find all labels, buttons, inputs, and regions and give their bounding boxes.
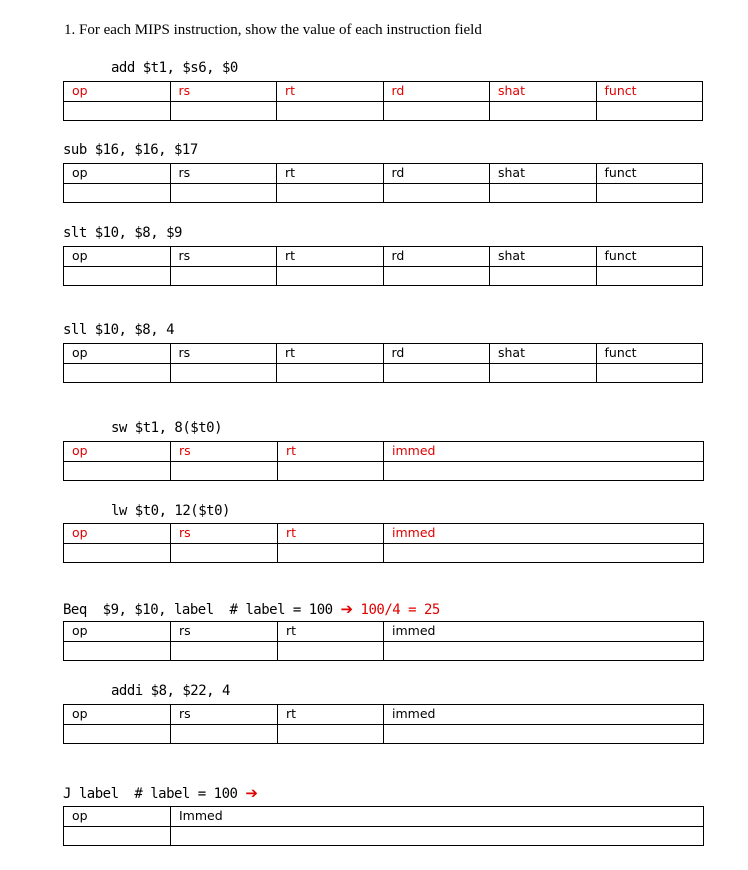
beq-text: Beq $9, $10, label # label = 100 [63,602,341,618]
field-immed: Immed [171,807,704,827]
value-rt[interactable] [277,364,384,383]
i-format-table-addi [63,704,704,744]
value-rd[interactable] [383,364,490,383]
field-funct: funct [596,82,703,102]
field-rd: rd [383,82,490,102]
value-rt[interactable] [278,544,384,563]
instruction-slt: slt $10, $8, $9 [63,225,182,241]
field-rs: rs [171,524,278,544]
page-title: 1. For each MIPS instruction, show the value of each instruction field [64,22,482,38]
value-immed[interactable] [384,544,704,563]
field-shat: shat [490,82,597,102]
value-op[interactable] [64,462,171,481]
arrow-right-icon: ➔ [245,784,258,802]
instruction-j [63,784,257,802]
i-format-table-beq [63,621,704,661]
field-op: op [64,247,171,267]
value-rs[interactable] [171,462,278,481]
value-funct[interactable] [596,364,703,383]
field-rd: rd [383,247,490,267]
field-op: op [64,442,171,462]
value-funct[interactable] [596,267,703,286]
field-rs: rs [170,82,277,102]
field-rt: rt [277,82,384,102]
i-format-table-sw [63,441,704,481]
field-op: op [64,807,171,827]
value-rs[interactable] [170,267,277,286]
field-rs: rs [171,622,278,642]
value-shat[interactable] [490,267,597,286]
value-shat[interactable] [490,102,597,121]
field-rs: rs [171,442,278,462]
field-op: op [64,164,171,184]
field-funct: funct [596,247,703,267]
j-text: J label # label = 100 [63,786,246,802]
value-op[interactable] [64,102,171,121]
value-immed[interactable] [384,462,704,481]
field-rt: rt [277,164,384,184]
field-rt: rt [278,622,384,642]
value-rs[interactable] [171,642,278,661]
instruction-lw: lw $t0, 12($t0) [111,503,230,519]
r-format-table-sll [63,343,703,383]
value-rs[interactable] [171,725,278,744]
r-format-table-slt [63,246,703,286]
value-rt[interactable] [277,267,384,286]
value-rd[interactable] [383,184,490,203]
field-op: op [64,82,171,102]
instruction-sw: sw $t1, 8($t0) [111,420,223,436]
j-format-table [63,806,704,846]
value-rt[interactable] [278,642,384,661]
value-op[interactable] [64,364,171,383]
field-rt: rt [278,524,384,544]
field-op: op [64,524,171,544]
field-rt: rt [277,247,384,267]
instruction-addi: addi $8, $22, 4 [111,683,230,699]
field-immed: immed [384,705,704,725]
field-op: op [64,344,171,364]
field-shat: shat [490,164,597,184]
arrow-right-icon: ➔ [340,600,353,618]
field-rs: rs [170,164,277,184]
value-op[interactable] [64,642,171,661]
value-op[interactable] [64,544,171,563]
value-rt[interactable] [277,184,384,203]
field-rs: rs [171,705,278,725]
value-immed[interactable] [384,725,704,744]
instruction-sll: sll $10, $8, 4 [63,322,175,338]
r-format-table-sub [63,163,703,203]
value-rs[interactable] [170,184,277,203]
field-immed: immed [384,524,704,544]
value-shat[interactable] [490,364,597,383]
instruction-beq [63,600,440,618]
value-op[interactable] [64,267,171,286]
field-shat: shat [490,247,597,267]
value-rs[interactable] [170,102,277,121]
field-rs: rs [170,247,277,267]
value-funct[interactable] [596,102,703,121]
field-rt: rt [278,442,384,462]
value-op[interactable] [64,725,171,744]
field-rd: rd [383,164,490,184]
field-rt: rt [277,344,384,364]
field-rt: rt [278,705,384,725]
value-rs[interactable] [170,364,277,383]
field-rd: rd [383,344,490,364]
value-rd[interactable] [383,102,490,121]
value-rd[interactable] [383,267,490,286]
value-immed[interactable] [171,827,704,846]
field-funct: funct [596,164,703,184]
field-op: op [64,705,171,725]
value-immed[interactable] [384,642,704,661]
value-rt[interactable] [278,725,384,744]
field-immed: immed [384,442,704,462]
value-rs[interactable] [171,544,278,563]
value-rt[interactable] [277,102,384,121]
instruction-add: add $t1, $s6, $0 [111,60,238,76]
value-rt[interactable] [278,462,384,481]
value-op[interactable] [64,827,171,846]
value-funct[interactable] [596,184,703,203]
r-format-table-add [63,81,703,121]
value-op[interactable] [64,184,171,203]
field-funct: funct [596,344,703,364]
i-format-table-lw [63,523,704,563]
field-op: op [64,622,171,642]
beq-note: 100/4 = 25 [360,602,440,618]
field-shat: shat [490,344,597,364]
instruction-sub: sub $16, $16, $17 [63,142,198,158]
field-immed: immed [384,622,704,642]
value-shat[interactable] [490,184,597,203]
field-rs: rs [170,344,277,364]
